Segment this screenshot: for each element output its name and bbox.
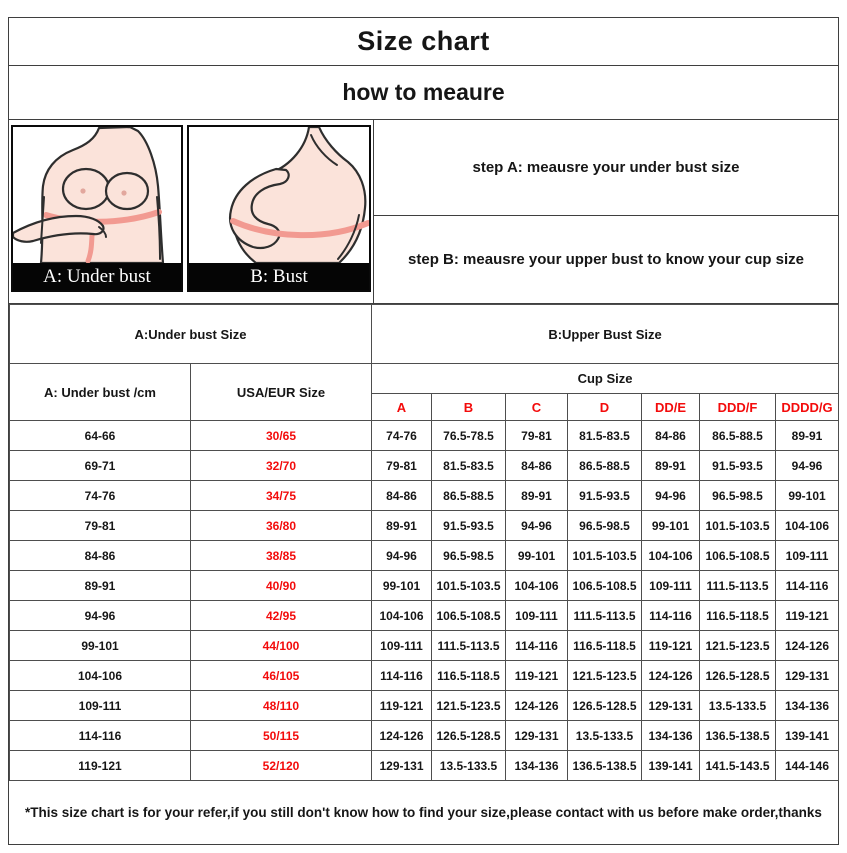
cup-measurement-cell: 84-86 [506,451,568,481]
cup-measurement-cell: 91.5-93.5 [700,451,776,481]
size-table-row [10,751,839,781]
size-table-row [10,571,839,601]
cup-measurement-cell: 89-91 [372,511,432,541]
usa-eur-size-cell: 48/110 [191,691,372,721]
size-table-row [10,481,839,511]
bust-figure-svg [189,127,369,263]
illustrations-panel [9,120,373,303]
underbust-column-header: A: Under bust /cm [10,364,191,421]
size-table-row [10,661,839,691]
step-a-instruction: step A: meausre your under bust size [374,120,838,216]
cup-measurement-cell: 99-101 [506,541,568,571]
underbust-caption: A: Under bust [13,263,181,290]
cup-measurement-cell: 106.5-108.5 [432,601,506,631]
cup-measurement-cell: 81.5-83.5 [432,451,506,481]
cup-measurement-cell: 101.5-103.5 [432,571,506,601]
cup-measurement-cell: 96.5-98.5 [700,481,776,511]
size-table-row [10,421,839,451]
cup-measurement-cell: 139-141 [642,751,700,781]
cup-measurement-cell: 116.5-118.5 [568,631,642,661]
cup-measurement-cell: 136.5-138.5 [700,721,776,751]
cup-measurement-cell: 84-86 [372,481,432,511]
cup-measurement-cell: 121.5-123.5 [432,691,506,721]
cup-measurement-cell: 101.5-103.5 [568,541,642,571]
cup-measurement-cell: 126.5-128.5 [700,661,776,691]
underbust-range-cell: 119-121 [10,751,191,781]
cup-column-header: DDD/F [700,394,776,421]
cup-measurement-cell: 89-91 [642,451,700,481]
size-table-row [10,691,839,721]
underbust-range-cell: 109-111 [10,691,191,721]
cup-measurement-cell: 91.5-93.5 [432,511,506,541]
cup-measurement-cell: 89-91 [776,421,839,451]
cup-column-header: A [372,394,432,421]
cup-measurement-cell: 13.5-133.5 [432,751,506,781]
cup-measurement-cell: 144-146 [776,751,839,781]
usa-eur-size-cell: 52/120 [191,751,372,781]
cup-measurement-cell: 91.5-93.5 [568,481,642,511]
usa-eur-size-cell: 36/80 [191,511,372,541]
cup-column-header: C [506,394,568,421]
cup-size-header: Cup Size [372,364,839,394]
cup-measurement-cell: 129-131 [776,661,839,691]
usa-eur-size-cell: 46/105 [191,661,372,691]
underbust-range-cell: 84-86 [10,541,191,571]
cup-measurement-cell: 13.5-133.5 [568,721,642,751]
usa-eur-size-cell: 30/65 [191,421,372,451]
size-table-row [10,721,839,751]
cup-measurement-cell: 94-96 [642,481,700,511]
cup-measurement-cell: 76.5-78.5 [432,421,506,451]
cup-measurement-cell: 99-101 [642,511,700,541]
usa-eur-size-cell: 42/95 [191,601,372,631]
cup-measurement-cell: 79-81 [506,421,568,451]
cup-measurement-cell: 86.5-88.5 [568,451,642,481]
title-band [9,18,838,66]
cup-measurement-cell: 109-111 [372,631,432,661]
usa-eur-size-cell: 34/75 [191,481,372,511]
cup-measurement-cell: 124-126 [506,691,568,721]
cup-measurement-cell: 114-116 [776,571,839,601]
size-table-row [10,451,839,481]
underbust-figure-box [11,125,183,292]
cup-measurement-cell: 104-106 [372,601,432,631]
cup-measurement-cell: 119-121 [506,661,568,691]
cup-column-header: DD/E [642,394,700,421]
cup-measurement-cell: 114-116 [642,601,700,631]
cup-measurement-cell: 129-131 [506,721,568,751]
underbust-section-header: A:Under bust Size [10,305,372,364]
cup-measurement-cell: 134-136 [642,721,700,751]
underbust-range-cell: 94-96 [10,601,191,631]
underbust-measure-illustration [13,127,181,263]
cup-measurement-cell: 116.5-118.5 [432,661,506,691]
cup-measurement-cell: 124-126 [776,631,839,661]
cup-measurement-cell: 104-106 [776,511,839,541]
cup-measurement-cell: 119-121 [776,601,839,631]
cup-measurement-cell: 129-131 [372,751,432,781]
cup-column-header: B [432,394,506,421]
page-title: Size chart [357,26,490,56]
cup-measurement-cell: 86.5-88.5 [432,481,506,511]
usa-eur-size-cell: 50/115 [191,721,372,751]
cup-measurement-cell: 84-86 [642,421,700,451]
cup-measurement-cell: 111.5-113.5 [432,631,506,661]
measure-guide-section [9,120,838,304]
cup-measurement-cell: 126.5-128.5 [568,691,642,721]
cup-measurement-cell: 139-141 [776,721,839,751]
cup-measurement-cell: 94-96 [506,511,568,541]
usa-eur-size-cell: 32/70 [191,451,372,481]
cup-measurement-cell: 109-111 [642,571,700,601]
usa-eur-size-cell: 38/85 [191,541,372,571]
step-b-instruction: step B: meausre your upper bust to know your cup size [408,251,804,268]
cup-column-header: D [568,394,642,421]
cup-measurement-cell: 114-116 [372,661,432,691]
size-table-row [10,511,839,541]
cup-measurement-cell: 124-126 [372,721,432,751]
usa-eur-column-header: USA/EUR Size [191,364,372,421]
upperbust-section-header: B:Upper Bust Size [372,305,839,364]
underbust-range-cell: 79-81 [10,511,191,541]
usa-eur-size-cell: 40/90 [191,571,372,601]
cup-measurement-cell: 124-126 [642,661,700,691]
cup-measurement-cell: 74-76 [372,421,432,451]
cup-measurement-cell: 116.5-118.5 [700,601,776,631]
column-header-row [10,364,839,394]
bust-figure-box [187,125,371,292]
cup-measurement-cell: 99-101 [372,571,432,601]
underbust-range-cell: 89-91 [10,571,191,601]
cup-measurement-cell: 106.5-108.5 [568,571,642,601]
underbust-range-cell: 114-116 [10,721,191,751]
cup-measurement-cell: 109-111 [776,541,839,571]
bust-caption: B: Bust [189,263,369,290]
cup-column-header: DDDD/G [776,394,839,421]
bust-measure-illustration [189,127,369,263]
cup-measurement-cell: 141.5-143.5 [700,751,776,781]
cup-measurement-cell: 99-101 [776,481,839,511]
size-table-row [10,631,839,661]
cup-measurement-cell: 96.5-98.5 [432,541,506,571]
cup-measurement-cell: 101.5-103.5 [700,511,776,541]
cup-measurement-cell: 79-81 [372,451,432,481]
cup-measurement-cell: 129-131 [642,691,700,721]
section-header-row [10,305,839,364]
underbust-range-cell: 104-106 [10,661,191,691]
cup-measurement-cell: 13.5-133.5 [700,691,776,721]
cup-measurement-cell: 89-91 [506,481,568,511]
cup-measurement-cell: 94-96 [372,541,432,571]
subtitle-band [9,66,838,120]
cup-measurement-cell: 136.5-138.5 [568,751,642,781]
underbust-range-cell: 74-76 [10,481,191,511]
cup-measurement-cell: 134-136 [776,691,839,721]
underbust-range-cell: 69-71 [10,451,191,481]
steps-panel [373,120,838,303]
how-to-measure-heading: how to meaure [342,79,505,105]
size-table-row [10,541,839,571]
cup-measurement-cell: 96.5-98.5 [568,511,642,541]
cup-measurement-cell: 114-116 [506,631,568,661]
cup-measurement-cell: 109-111 [506,601,568,631]
usa-eur-size-cell: 44/100 [191,631,372,661]
cup-measurement-cell: 94-96 [776,451,839,481]
chart-frame [8,17,839,845]
underbust-figure-svg [13,127,181,263]
cup-measurement-cell: 134-136 [506,751,568,781]
cup-measurement-cell: 111.5-113.5 [568,601,642,631]
cup-measurement-cell: 86.5-88.5 [700,421,776,451]
cup-measurement-cell: 81.5-83.5 [568,421,642,451]
underbust-range-cell: 64-66 [10,421,191,451]
underbust-range-cell: 99-101 [10,631,191,661]
cup-measurement-cell: 121.5-123.5 [568,661,642,691]
cup-measurement-cell: 111.5-113.5 [700,571,776,601]
cup-measurement-cell: 119-121 [372,691,432,721]
cup-measurement-cell: 126.5-128.5 [432,721,506,751]
size-table-row [10,601,839,631]
cup-measurement-cell: 121.5-123.5 [700,631,776,661]
bra-size-table [9,304,839,781]
cup-measurement-cell: 104-106 [506,571,568,601]
cup-measurement-cell: 104-106 [642,541,700,571]
size-table-rows [10,421,839,781]
cup-measurement-cell: 119-121 [642,631,700,661]
footnote: *This size chart is for your refer,if you still don't know how to find your size,please contact with us before make order,thanks [25,805,822,820]
cup-measurement-cell: 106.5-108.5 [700,541,776,571]
